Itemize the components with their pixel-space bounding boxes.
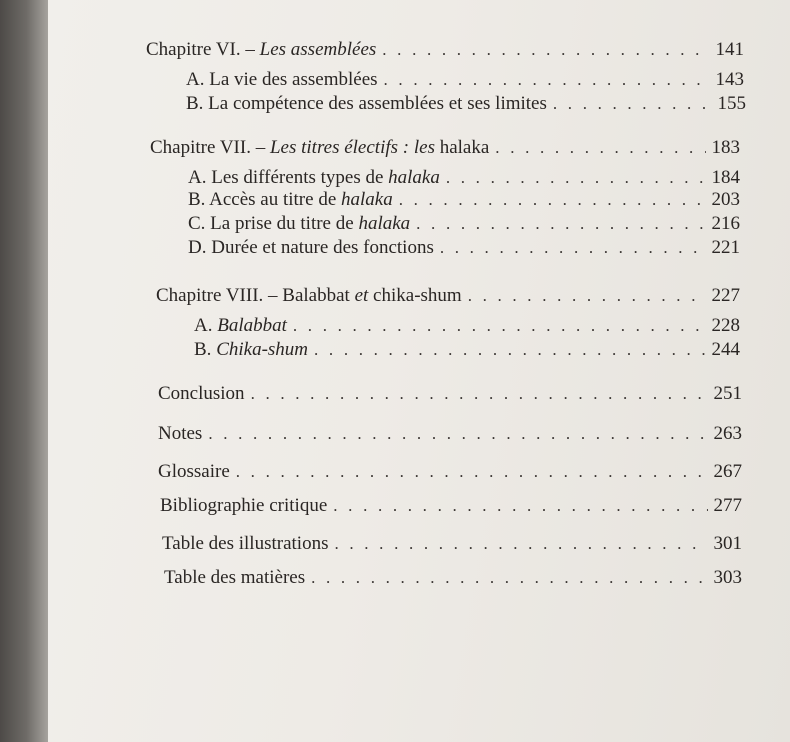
toc-page-number: 203 <box>711 189 740 210</box>
dot-leader <box>334 532 707 556</box>
toc-entry-section <box>188 188 740 212</box>
toc-entry-chapitre-vi <box>146 38 744 62</box>
dot-leader <box>416 212 705 236</box>
dot-leader <box>495 136 705 160</box>
toc-page-number: 155 <box>717 93 746 114</box>
book-page <box>48 0 790 742</box>
toc-page-number: 141 <box>715 39 744 60</box>
toc-entry-title: Table des matières <box>164 567 306 588</box>
toc-page-number: 228 <box>711 315 740 336</box>
toc-page-number: 263 <box>713 423 742 444</box>
dot-leader <box>293 314 706 338</box>
toc-entry-bibliographie <box>160 494 742 518</box>
toc-entry-chapitre-viii <box>156 284 740 308</box>
toc-entry-section <box>194 314 740 338</box>
toc-entry-title: A. La vie des assemblées <box>186 69 378 90</box>
toc-entry-notes <box>158 422 742 446</box>
dot-leader <box>440 236 706 260</box>
toc-entry-chapitre-vii <box>150 136 740 160</box>
toc-entry-section <box>186 68 744 92</box>
dot-leader <box>553 92 712 116</box>
toc-entry-title: Table des illustrations <box>162 533 329 554</box>
toc-page-number: 267 <box>713 461 742 482</box>
dot-leader <box>333 494 707 518</box>
toc-entry-section <box>186 92 746 116</box>
toc-page-number: 244 <box>711 339 740 360</box>
toc-page-number: 227 <box>711 285 740 306</box>
toc-page-number: 216 <box>711 213 740 234</box>
toc-page-number: 184 <box>711 167 740 188</box>
toc-entry-section <box>194 338 740 362</box>
toc-entry-title: Conclusion <box>158 383 245 404</box>
toc-page-number: 301 <box>713 533 742 554</box>
toc-entry-title: Bibliographie critique <box>160 495 328 516</box>
toc-entry-title: D. Durée et nature des fonctions <box>188 237 434 258</box>
toc-entry-title: C. La prise du titre de halaka <box>188 213 411 234</box>
toc-entry-title: B. Chika-shum <box>194 339 309 360</box>
book-binding-shadow <box>0 0 48 742</box>
dot-leader <box>251 382 708 406</box>
toc-entry-title: Chapitre VI. – Les assemblées <box>146 39 377 60</box>
dot-leader <box>446 166 706 190</box>
toc-page-number: 251 <box>713 383 742 404</box>
toc-entry-glossaire <box>158 460 742 484</box>
dot-leader <box>208 422 707 446</box>
toc-page-number: 143 <box>715 69 744 90</box>
toc-entry-title: Glossaire <box>158 461 230 482</box>
dot-leader <box>382 38 709 62</box>
toc-entry-title: B. Accès au titre de halaka <box>188 189 393 210</box>
toc-page-number: 221 <box>711 237 740 258</box>
toc-page-number: 303 <box>713 567 742 588</box>
toc-entry-table-illustrations <box>162 532 742 556</box>
dot-leader <box>399 188 706 212</box>
toc-entry-title: A. Balabbat <box>194 315 287 336</box>
table-of-contents <box>48 0 790 742</box>
dot-leader <box>311 566 707 590</box>
toc-entry-section <box>188 212 740 236</box>
toc-entry-table-matieres <box>164 566 742 590</box>
toc-entry-title: Chapitre VII. – Les titres électifs : les halaka <box>150 137 490 158</box>
toc-entry-title: A. Les différents types de halaka <box>188 167 440 188</box>
dot-leader <box>314 338 705 362</box>
toc-entry-title: B. La compétence des assemblées et ses limites <box>186 93 547 114</box>
toc-entry-title: Chapitre VIII. – Balabbat et chika-shum <box>156 285 462 306</box>
toc-entry-title: Notes <box>158 423 203 444</box>
toc-entry-section <box>188 236 740 260</box>
toc-page-number: 183 <box>711 137 740 158</box>
dot-leader <box>384 68 710 92</box>
toc-entry-section <box>188 166 740 190</box>
dot-leader <box>236 460 708 484</box>
toc-page-number: 277 <box>713 495 742 516</box>
dot-leader <box>468 284 706 308</box>
toc-entry-conclusion <box>158 382 742 406</box>
